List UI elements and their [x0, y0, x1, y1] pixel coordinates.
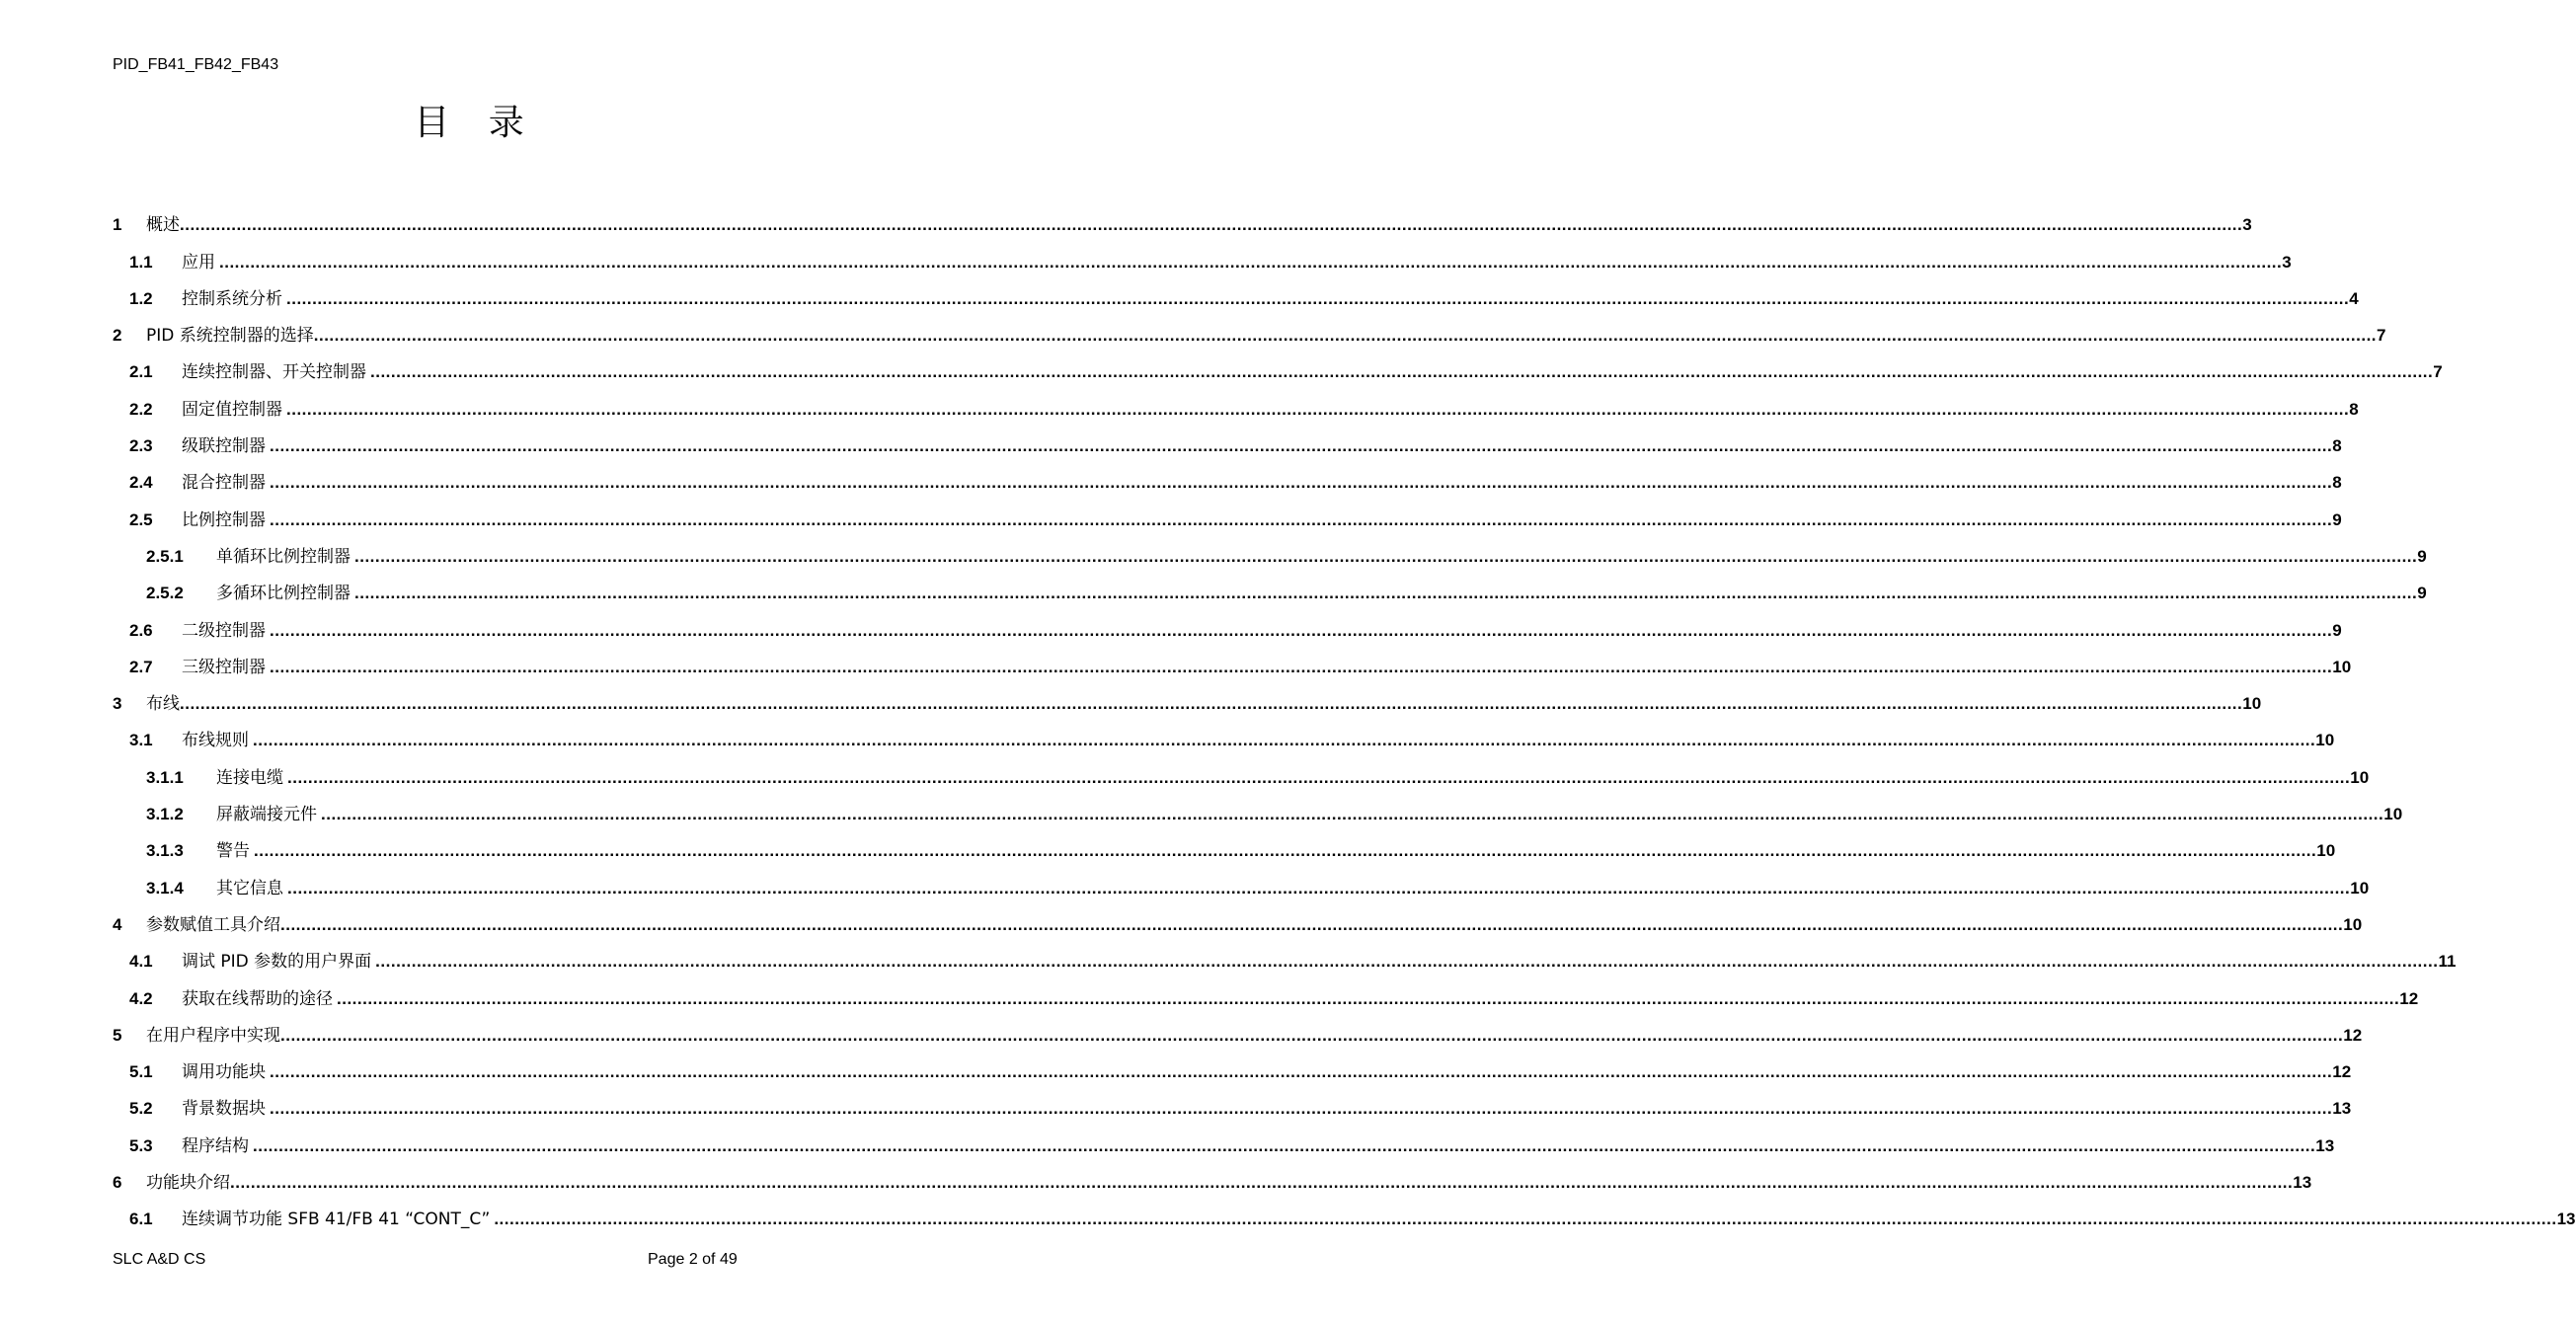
- toc-entry-page: 8: [2332, 436, 2342, 456]
- toc-dot-leader: ................................................................................................................................................................................................................................................................................................................................................................................................................: [370, 362, 2434, 382]
- toc-entry-page: 10: [2383, 805, 2403, 824]
- toc-entry-2-6[interactable]: [113, 603, 2342, 641]
- toc-entry-2-3[interactable]: [113, 420, 2342, 457]
- toc-dot-leader: ................................................................................................................................................................................................................................................................................................................................................................................................................: [375, 952, 2439, 972]
- toc-entry-page: 7: [2377, 326, 2386, 346]
- toc-entry-number: 4: [113, 914, 122, 934]
- toc-entry-page: 10: [2242, 694, 2262, 714]
- toc-entry-number: 2.4: [129, 473, 153, 493]
- toc-entry-3-1-2[interactable]: [113, 788, 2403, 825]
- toc-entry-page: 10: [2343, 914, 2363, 934]
- toc-entry-3-1-4[interactable]: [113, 861, 2370, 898]
- toc-dot-leader: ................................................................................................................................................................................................................................................................................................................................................................................................................: [270, 473, 2333, 493]
- toc-entry-label: 单循环比例控制器: [216, 546, 351, 567]
- toc-entry-6[interactable]: [113, 1156, 2312, 1194]
- document-id-header: PID_FB41_FB42_FB43: [113, 56, 279, 73]
- toc-entry-page: 13: [2332, 1099, 2352, 1119]
- toc-entry-label: 连续控制器、开关控制器: [182, 362, 366, 383]
- toc-entry-page: 8: [2349, 399, 2359, 419]
- toc-entry-page: 10: [2332, 657, 2352, 676]
- toc-entry-number: 5.1: [129, 1062, 153, 1082]
- toc-title: 目 录: [414, 103, 538, 143]
- toc-entry-label: 连续调节功能 SFB 41/FB 41 “CONT_C”: [182, 1210, 491, 1230]
- toc-entry-label: 连接电缆: [216, 767, 283, 788]
- toc-dot-leader: ................................................................................................................................................................................................................................................................................................................................................................................................................: [270, 1099, 2333, 1119]
- footer-organization: SLC A&D CS: [113, 1251, 206, 1268]
- toc-entry-number: 3: [113, 694, 122, 714]
- toc-entry-2-4[interactable]: [113, 456, 2342, 494]
- toc-entry-label: 比例控制器: [182, 509, 266, 530]
- toc-dot-leader: ................................................................................................................................................................................................................................................................................................................................................................................................................: [270, 1062, 2333, 1082]
- toc-dot-leader: ................................................................................................................................................................................................................................................................................................................................................................................................................: [270, 436, 2333, 456]
- toc-entry-label: PID 系统控制器的选择: [146, 326, 314, 347]
- toc-entry-label: 控制系统分析: [182, 288, 282, 309]
- toc-entry-label: 参数赋值工具介绍: [146, 914, 280, 935]
- toc-entry-2-1[interactable]: [113, 346, 2443, 383]
- toc-dot-leader: ................................................................................................................................................................................................................................................................................................................................................................................................................: [354, 584, 2418, 603]
- toc-entry-page: 13: [2293, 1173, 2312, 1193]
- toc-entry-number: 2.3: [129, 436, 153, 456]
- toc-entry-label: 功能块介绍: [146, 1173, 230, 1194]
- toc-entry-4[interactable]: [113, 898, 2363, 935]
- toc-entry-number: 2.5.2: [146, 584, 184, 603]
- toc-entry-page: 10: [2350, 878, 2370, 898]
- toc-entry-page: 4: [2349, 288, 2359, 308]
- toc-entry-number: 3.1.3: [146, 841, 184, 861]
- toc-dot-leader: ................................................................................................................................................................................................................................................................................................................................................................................................................: [287, 767, 2351, 787]
- toc-entry-label: 应用: [182, 252, 215, 273]
- toc-entry-3-1[interactable]: [113, 714, 2335, 751]
- toc-dot-leader: ................................................................................................................................................................................................................................................................................................................................................................................................................: [337, 988, 2400, 1008]
- toc-entry-number: 5.3: [129, 1135, 153, 1155]
- toc-entry-number: 5: [113, 1025, 122, 1045]
- toc-entry-page: 11: [2438, 952, 2457, 972]
- toc-entry-number: 3.1.1: [146, 767, 184, 787]
- toc-entry-number: 6.1: [129, 1210, 153, 1229]
- toc-entry-page: 7: [2433, 362, 2443, 382]
- toc-dot-leader: ................................................................................................................................................................................................................................................................................................................................................................................................................: [253, 1135, 2316, 1155]
- toc-entry-1-1[interactable]: [113, 235, 2292, 273]
- toc-entry-label: 级联控制器: [182, 436, 266, 457]
- toc-entry-4-2[interactable]: [113, 972, 2419, 1009]
- toc-entry-page: 10: [2316, 841, 2336, 861]
- toc-entry-label: 调试 PID 参数的用户界面: [182, 952, 372, 973]
- toc-dot-leader: ................................................................................................................................................................................................................................................................................................................................................................................................................: [270, 509, 2333, 529]
- toc-entry-3-1-1[interactable]: [113, 750, 2370, 788]
- toc-dot-leader: ................................................................................................................................................................................................................................................................................................................................................................................................................: [253, 731, 2316, 750]
- toc-entry-number: 3.1: [129, 731, 153, 750]
- toc-entry-5-1[interactable]: [113, 1046, 2352, 1083]
- toc-entry-page: 8: [2332, 473, 2342, 493]
- toc-entry-page: 10: [2315, 731, 2335, 750]
- toc-entry-2-2[interactable]: [113, 382, 2359, 420]
- toc-entry-6-1[interactable]: [113, 1193, 2576, 1230]
- toc-entry-label: 二级控制器: [182, 620, 266, 641]
- toc-entry-page: 12: [2399, 988, 2419, 1008]
- toc-entry-label: 概述: [146, 215, 180, 236]
- toc-entry-label: 布线规则: [182, 731, 249, 751]
- toc-entry-2-7[interactable]: [113, 641, 2352, 677]
- toc-entry-number: 4.2: [129, 988, 153, 1008]
- toc-entry-page: 9: [2417, 584, 2427, 603]
- toc-dot-leader: ................................................................................................................................................................................................................................................................................................................................................................................................................: [180, 694, 2243, 714]
- toc-entry-number: 4.1: [129, 952, 153, 972]
- toc-entry-label: 布线: [146, 694, 180, 715]
- toc-entry-2-5-2[interactable]: [113, 567, 2427, 604]
- toc-dot-leader: ................................................................................................................................................................................................................................................................................................................................................................................................................: [270, 620, 2333, 640]
- toc-entry-page: 9: [2332, 509, 2342, 529]
- toc-entry-number: 5.2: [129, 1099, 153, 1119]
- toc-entry-number: 3.1.4: [146, 878, 184, 898]
- toc-entry-number: 1: [113, 215, 122, 235]
- toc-entry-page: 3: [2242, 215, 2252, 235]
- toc-entry-5[interactable]: [113, 1009, 2363, 1046]
- toc-entry-5-2[interactable]: [113, 1082, 2352, 1120]
- toc-entry-1[interactable]: [113, 198, 2252, 236]
- toc-entry-page: 12: [2332, 1062, 2352, 1082]
- toc-entry-label: 获取在线帮助的途径: [182, 988, 333, 1009]
- toc-entry-2[interactable]: [113, 309, 2386, 347]
- toc-entry-number: 2.6: [129, 620, 153, 640]
- toc-entry-page: 13: [2315, 1135, 2335, 1155]
- toc-entry-label: 程序结构: [182, 1135, 249, 1156]
- toc-dot-leader: ................................................................................................................................................................................................................................................................................................................................................................................................................: [280, 914, 2344, 934]
- toc-dot-leader: ................................................................................................................................................................................................................................................................................................................................................................................................................: [354, 546, 2418, 566]
- toc-dot-leader: ................................................................................................................................................................................................................................................................................................................................................................................................................: [280, 1025, 2344, 1045]
- toc-entry-number: 2.7: [129, 657, 153, 676]
- toc-entry-3[interactable]: [113, 677, 2262, 715]
- toc-entry-page: 13: [2556, 1210, 2576, 1229]
- toc-entry-label: 三级控制器: [182, 657, 266, 677]
- toc-entry-label: 屏蔽端接元件: [216, 805, 317, 825]
- toc-entry-page: 12: [2343, 1025, 2363, 1045]
- toc-entry-label: 混合控制器: [182, 473, 266, 494]
- toc-entry-number: 2.5: [129, 509, 153, 529]
- toc-entry-label: 背景数据块: [182, 1099, 266, 1120]
- toc-entry-page: 9: [2417, 546, 2427, 566]
- toc-entry-2-5-1[interactable]: [113, 530, 2427, 567]
- toc-entry-label: 警告: [216, 841, 250, 862]
- toc-entry-label: 其它信息: [216, 878, 283, 898]
- toc-entry-number: 1.2: [129, 288, 153, 308]
- toc-entry-3-1-3[interactable]: [113, 824, 2336, 862]
- toc-dot-leader: ................................................................................................................................................................................................................................................................................................................................................................................................................: [180, 215, 2243, 235]
- toc-dot-leader: ................................................................................................................................................................................................................................................................................................................................................................................................................: [313, 326, 2378, 346]
- toc-entry-number: 1.1: [129, 252, 153, 272]
- toc-entry-number: 2.2: [129, 399, 153, 419]
- toc-dot-leader: ................................................................................................................................................................................................................................................................................................................................................................................................................: [287, 878, 2351, 898]
- toc-entry-page: 9: [2332, 620, 2342, 640]
- toc-dot-leader: ................................................................................................................................................................................................................................................................................................................................................................................................................: [270, 657, 2333, 676]
- toc-entry-number: 2.5.1: [146, 546, 184, 566]
- table-of-contents: [113, 198, 2576, 1230]
- toc-entry-label: 固定值控制器: [182, 399, 282, 420]
- toc-dot-leader: ................................................................................................................................................................................................................................................................................................................................................................................................................: [254, 841, 2317, 861]
- toc-entry-label: 多循环比例控制器: [216, 584, 351, 604]
- toc-entry-5-3[interactable]: [113, 1119, 2335, 1156]
- toc-entry-number: 2: [113, 326, 122, 346]
- toc-entry-number: 2.1: [129, 362, 153, 382]
- toc-entry-label: 在用户程序中实现: [146, 1025, 280, 1046]
- toc-dot-leader: ................................................................................................................................................................................................................................................................................................................................................................................................................: [230, 1173, 2294, 1193]
- toc-entry-number: 3.1.2: [146, 805, 184, 824]
- toc-entry-4-1[interactable]: [113, 935, 2457, 973]
- toc-dot-leader: ................................................................................................................................................................................................................................................................................................................................................................................................................: [321, 805, 2384, 824]
- toc-dot-leader: ................................................................................................................................................................................................................................................................................................................................................................................................................: [286, 399, 2350, 419]
- toc-entry-page: 10: [2350, 767, 2370, 787]
- toc-dot-leader: ................................................................................................................................................................................................................................................................................................................................................................................................................: [494, 1210, 2557, 1229]
- footer-page-number: Page 2 of 49: [648, 1251, 738, 1268]
- toc-dot-leader: ................................................................................................................................................................................................................................................................................................................................................................................................................: [219, 252, 2283, 272]
- toc-entry-page: 3: [2282, 252, 2292, 272]
- toc-entry-number: 6: [113, 1173, 122, 1193]
- toc-entry-1-2[interactable]: [113, 273, 2359, 309]
- toc-entry-label: 调用功能块: [182, 1062, 266, 1083]
- toc-dot-leader: ................................................................................................................................................................................................................................................................................................................................................................................................................: [286, 288, 2350, 308]
- toc-entry-2-5[interactable]: [113, 493, 2342, 530]
